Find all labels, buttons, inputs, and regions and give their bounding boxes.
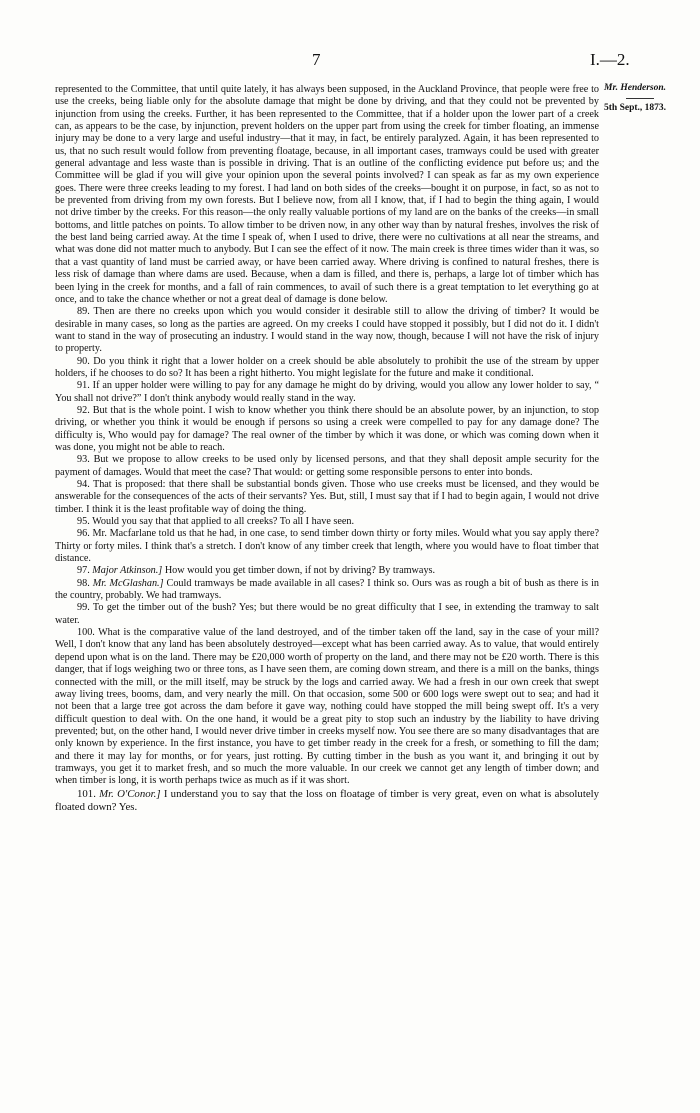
question-number: 93. xyxy=(77,454,90,466)
paragraph xyxy=(55,454,599,479)
paragraph xyxy=(55,479,599,516)
question-number: 95. xyxy=(77,516,90,528)
paragraph xyxy=(55,84,599,306)
paragraph-text: To get the timber out of the bush? Yes; but there would be no great difficulty that I see, in extending the tramway to salt water. xyxy=(55,602,600,626)
paragraph xyxy=(55,516,599,528)
paragraph xyxy=(55,405,599,454)
question-number: 101. xyxy=(77,787,96,800)
margin-note xyxy=(604,82,694,114)
question-number: 97. xyxy=(77,565,90,577)
paragraph xyxy=(55,602,599,627)
paragraph-text: What is the comparative value of the land destroyed, and of the timber taken off the land, say in the case of your mill? Well, I don't know that any land has been absolutely destroyed—except what has been carried away. As to value, that would entirely depend upon what is on the land. There may be £20,000 worth of property on the land, and there may not be £20 worth. There is this danger, that if logs weighing two or three tons, as I have seen them, are coming down stream, and there is a mill on the banks, things connected with the mill, or the mill itself, may be struck by the logs and carried away. We had a fresh in our own creek that swept away living trees, booms, dam, and very nearly the mill. On that occasion, some 500 or 600 logs were swept out to sea; and had it not been that a large tree got across the dam before it gave way, nothing could have stopped the mill being swept off. It's a very difficult question to deal with. On the one hand, it would be a great pity to stop such an industry by the liability to have driving prevented; but, on the other hand, I would never drive timber in creeks myself now. You see there are so many disadvantages that are only known by experience. In the first instance, you have to get timber ready in the creek for a fresh, or something to fill the dam; and there it may lay for months, or for years, just rotting. By cutting timber in the bush as you want it, and bringing it out by tramways, you get it to market fresh, and so much the more valuable. In our creek we cannot get any length of timber down; and when timber is long, it is worth perhaps twice as much as if it was short. xyxy=(55,627,599,787)
margin-rule xyxy=(626,98,654,99)
paragraph-text: How would you get timber down, if not by driving? By tramways. xyxy=(164,565,436,577)
question-number: 92. xyxy=(77,404,90,416)
paragraph-text: Would you say that that applied to all creeks? To all I have seen. xyxy=(92,516,355,528)
paragraph xyxy=(55,578,599,603)
paragraph-text: Mr. Macfarlane told us that he had, in one case, to send timber down thirty or forty miles. Would what you say apply there? Thirty or forty miles. I think that's a stretch. I don't know of any timber creek that length, where you would have to float timber that distance. xyxy=(55,528,600,565)
paragraph-text: Then are there no creeks upon which you would consider it desirable still to allow the driving of timber? It would be desirable in many cases, so long as the parties are agreed. On my creeks I could have stopped it possibly, but I did not do it. I didn't want to stand in the way of prosecuting an industry. I would stand in the way now, though, because I will not have the risk of injury to property. xyxy=(55,306,599,355)
paragraph-text: If an upper holder were willing to pay for any damage he might do by driving, would you allow any lower holder to say, “ You shall not drive?” I don't think anybody would really stand in the way. xyxy=(55,380,599,404)
interlocutor-name: Mr. McGlashan.] xyxy=(92,577,164,589)
witness-name: Mr. Henderson. xyxy=(604,83,667,93)
interlocutor-name: Major Atkinson.] xyxy=(92,565,163,577)
testimony-date: 5th Sept., 1873. xyxy=(604,103,667,113)
paragraph xyxy=(55,356,599,381)
paragraph-text: represented to the Committee, that until quite lately, it has always been supposed, in the Auckland Province, that people were free to use the creeks, being liable only for the absolute damage that might be done by driving, and that they could not be prevented by injunction from using the creeks. Further, it has been represented to the Committee, that if a holder upon the lower part of a creek can, as appears to be the case, by injunction, prevent holders on the upper part from using the creek for timber floating, an immense injury may be done to a very large and useful industry—that it may, in fact, be entirely paralyzed. Again, it has been represented to us, that no such result would follow from preventing floatage, because, in all important cases, tramways could be used with greater general advantage and less waste than is possible in driving. That is an outline of the conflicting evidence put before us; and the Committee will be glad if you will give your opinion upon the several points involved? I can speak as far as my own experience goes. There were three creeks leading to my forest. I had land on both sides of the creeks—bought it on purpose, in fact, so as not to be prevented from driving from my own forests. But I believe now, from all I know, that, if I had to begin the thing again, I would not drive timber by the creeks. For this reason—the only really valuable portions of my land are on the banks of the creeks—in small bottoms, and little patches on points. To allow timber to be driven now, in any other way than by natural freshes, involves the risk of the best land being carried away. At the time I speak of, when I used to drive, there were no cultivations at all near the streams, and what was done did not matter much to anybody. But I can see the effect of it now. The main creek is three times wider than it was, so that a vast quantity of land must be carried away, or have been carried away. Where driving is confined to natural freshes, there is less risk of damage than where dams are used. Because, when a dam is filled, and there is, perhaps, a large lot of timber which has been lying in the creek for months, and a fall of rain commences, to avail of such there is a great temptation to let everything go at once, and to take the chance whether or not a great deal of damage is done below. xyxy=(55,84,599,305)
page-header xyxy=(0,50,700,70)
paragraph-text: I understand you to say that the loss on floatage of timber is very great, even on what is absolutely floated down? Yes. xyxy=(55,787,600,813)
paragraph xyxy=(55,528,599,565)
interlocutor-name: Mr. O'Conor.] xyxy=(99,787,161,800)
paragraph-text: Could tramways be made available in all cases? I think so. Ours was as rough a bit of bush as there is in the country, probably. We had tramways. xyxy=(55,577,600,602)
question-number: 96. xyxy=(77,528,90,540)
question-number: 100. xyxy=(77,627,95,639)
question-number: 89. xyxy=(77,306,90,318)
testimony-body xyxy=(55,84,599,814)
question-number: 90. xyxy=(77,355,90,367)
page-number: 7 xyxy=(312,50,321,69)
paragraph-text: Do you think it right that a lower holder on a creek should be able absolutely to prohibit the use of the stream by upper holders, if he chooses to do so? It has been a right hitherto. You might legislate for the future and make it conditional. xyxy=(55,355,599,379)
paragraph-text: But we propose to allow creeks to be used only by licensed persons, and that they shall deposit ample security for the payment of damages. Would that meet the case? That would: or getting some responsible persons to enter into bonds. xyxy=(55,454,600,478)
paragraph-text: That is proposed: that there shall be substantial bonds given. Those who use creeks must be licensed, and they would be answerable for the consequences of the acts of their servants? Yes. But, still, I must say that if I had to begin again, I would not drive timber. I think it is the least profitable way of doing the thing. xyxy=(55,479,599,515)
question-number: 91. xyxy=(77,380,90,392)
paragraph xyxy=(55,380,599,405)
document-reference: I.—2. xyxy=(590,50,630,69)
paragraph-text: But that is the whole point. I wish to know whether you think there should be an absolute power, by an injunction, to stop driving, or whether you think it would be enough if persons so using a creek were compelled to pay for any damage done? The difficulty is, Who would pay for damage? The real owner of the timber by which it was done, or which was coming down when it was done, you might not be able to reach. xyxy=(55,404,600,453)
question-number: 94. xyxy=(77,479,90,490)
question-number: 99. xyxy=(77,602,90,614)
paragraph xyxy=(55,788,599,814)
paragraph xyxy=(55,306,599,355)
question-number: 98. xyxy=(77,577,90,589)
paragraph xyxy=(55,627,599,787)
paragraph xyxy=(55,565,599,577)
